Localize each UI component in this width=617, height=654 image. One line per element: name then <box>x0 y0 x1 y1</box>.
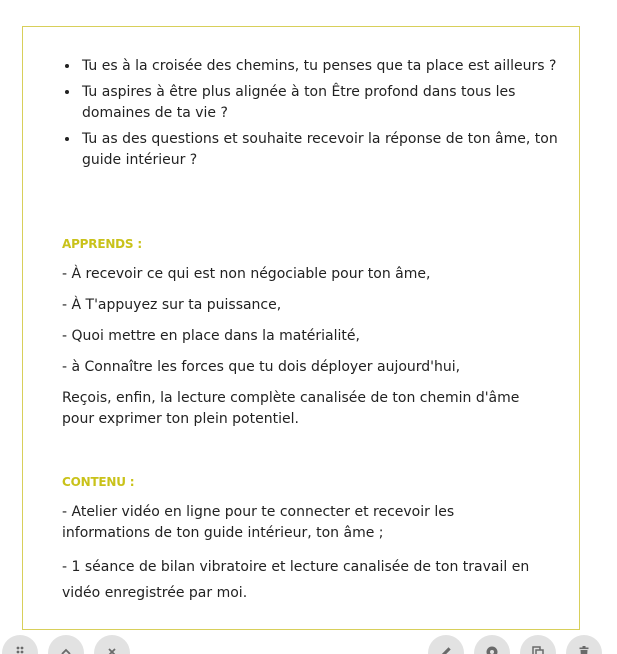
edit-button[interactable] <box>428 635 464 654</box>
bullet-list <box>62 56 560 176</box>
duplicate-icon <box>531 645 545 654</box>
list-item: • Tu aspires à être plus alignée à ton Être profond dans tous les domaines de ta vie ? <box>80 82 560 124</box>
apprends-line: - Quoi mettre en place dans la matérialité, <box>62 328 360 344</box>
apprends-line: - à Connaître les forces que tu dois déployer aujourd'hui, <box>62 359 461 375</box>
move-up-button[interactable] <box>48 635 84 654</box>
apprends-line: - À T'appuyez sur ta puissance, <box>62 297 282 313</box>
duplicate-button[interactable] <box>520 635 556 654</box>
drag-handle-button[interactable] <box>2 635 38 654</box>
eye-icon <box>485 645 499 654</box>
list-item: • Tu es à la croisée des chemins, tu penses que ta place est ailleurs ? <box>80 56 560 77</box>
close-icon <box>105 645 119 654</box>
apprends-heading: APPRENDS : <box>62 237 142 251</box>
chevron-up-icon <box>59 645 73 654</box>
preview-button[interactable] <box>474 635 510 654</box>
contenu-line: - 1 séance de bilan vibratoire et lecture canalisée de ton travail en vidéo enregistrée par moi. <box>62 559 530 601</box>
trash-icon <box>577 645 591 654</box>
close-button[interactable] <box>94 635 130 654</box>
apprends-line: Reçois, enfin, la lecture complète canalisée de ton chemin d'âme pour exprimer ton plein potentiel. <box>62 390 520 427</box>
contenu-heading: CONTENU : <box>62 475 135 489</box>
apprends-line: - À recevoir ce qui est non négociable pour ton âme, <box>62 266 431 282</box>
delete-button[interactable] <box>566 635 602 654</box>
drag-handle-icon <box>13 645 27 654</box>
list-item: • Tu as des questions et souhaite recevoir la réponse de ton âme, ton guide intérieur ? <box>80 129 560 171</box>
contenu-line: - Atelier vidéo en ligne pour te connecter et recevoir les informations de ton guide intérieur, ton âme ; <box>62 504 455 541</box>
pencil-icon <box>439 645 453 654</box>
